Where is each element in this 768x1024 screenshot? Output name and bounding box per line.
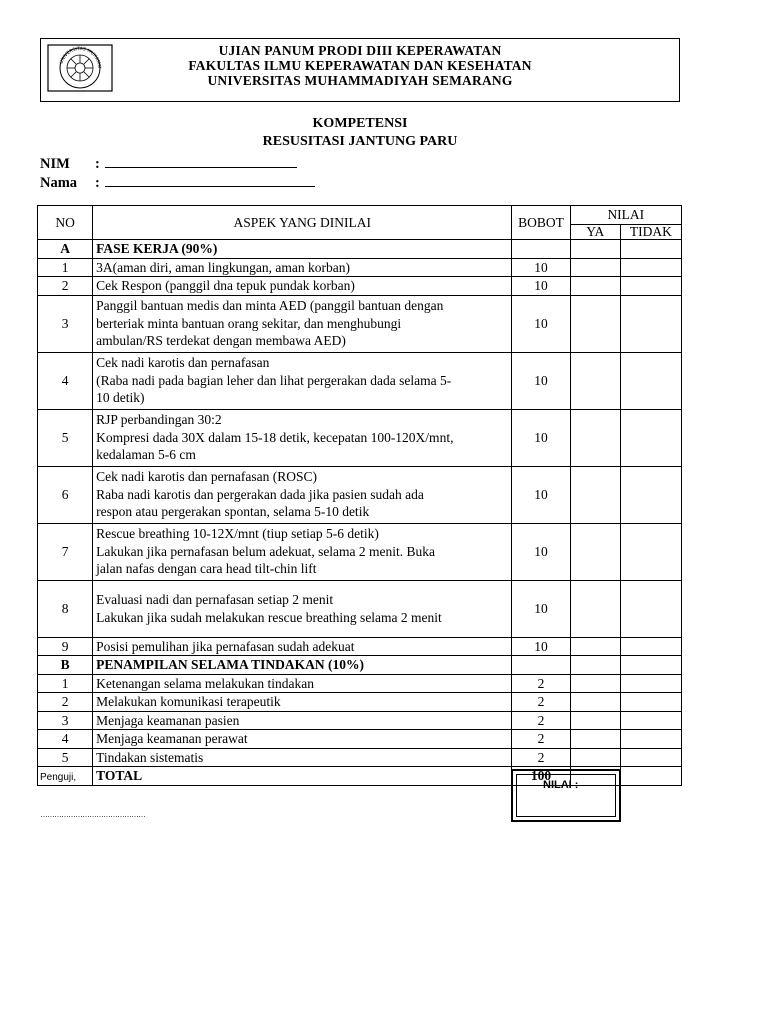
aspect-line: Kompresi dada 30X dalam 15-18 detik, kecepatan 100-120X/mnt, [96, 429, 454, 445]
bobot-cell: 10 [512, 352, 570, 409]
nim-field [40, 155, 297, 173]
table-row [38, 352, 682, 409]
bobot-cell: 10 [512, 295, 570, 352]
aspect-cell [93, 295, 512, 352]
aspect-cell [93, 748, 512, 767]
aspect-cell [93, 693, 512, 712]
ya-cell[interactable] [570, 748, 620, 767]
aspect-line: Panggil bantuan medis dan minta AED (panggil bantuan dengan [96, 298, 444, 314]
header-nilai: NILAI [570, 206, 681, 225]
bobot-cell: 10 [512, 637, 570, 656]
letterhead-box [40, 38, 680, 102]
section-row [38, 656, 682, 675]
tidak-cell[interactable] [620, 240, 681, 259]
aspect-line: berteriak minta bantuan orang sekitar, dan menghubungi [96, 315, 402, 331]
header-aspect: ASPEK YANG DINILAI [93, 206, 512, 240]
aspect-line: 10 detik) [96, 390, 145, 406]
header-no: NO [38, 206, 93, 240]
bobot-cell: 2 [512, 748, 570, 767]
ya-cell[interactable] [570, 637, 620, 656]
table-row [38, 277, 682, 296]
nama-field [40, 174, 315, 192]
aspect-line: (Raba nadi pada bagian leher dan lihat pergerakan dada selama 5- [96, 372, 452, 388]
row-number: 9 [38, 637, 93, 656]
bobot-cell: 2 [512, 693, 570, 712]
table-row [38, 674, 682, 693]
tidak-cell[interactable] [620, 730, 681, 749]
tidak-cell[interactable] [620, 674, 681, 693]
tidak-cell[interactable] [620, 711, 681, 730]
section-title: FASE KERJA (90%) [93, 240, 512, 259]
section-row [38, 240, 682, 259]
table-row [38, 711, 682, 730]
ya-cell[interactable] [570, 656, 620, 675]
aspect-line: Cek nadi karotis dan pernafasan [96, 355, 270, 371]
aspect-line: Tindakan sistematis [96, 749, 204, 765]
tidak-cell[interactable] [620, 748, 681, 767]
nim-label: NIM [40, 156, 70, 172]
nama-colon: : [95, 175, 100, 191]
section-title: PENAMPILAN SELAMA TINDAKAN (10%) [93, 656, 512, 675]
aspect-line: Cek Respon (panggil dna tepuk pundak korban) [96, 278, 355, 293]
ya-cell[interactable] [570, 352, 620, 409]
row-number: 4 [38, 730, 93, 749]
table-row [38, 258, 682, 277]
tidak-cell[interactable] [620, 277, 681, 296]
row-number: 1 [38, 674, 93, 693]
logo-arc-text: UNIVERSITAS MUHAMM [59, 46, 102, 69]
bobot-cell: 10 [512, 409, 570, 466]
row-number: 4 [38, 352, 93, 409]
nim-colon: : [95, 156, 100, 172]
institution-line-2: FAKULTAS ILMU KEPERAWATAN DAN KESEHATAN [188, 58, 532, 73]
bobot-cell: 2 [512, 711, 570, 730]
aspect-cell [93, 258, 512, 277]
aspect-line: Menjaga keamanan pasien [96, 712, 240, 728]
tidak-cell[interactable] [620, 637, 681, 656]
institution-line-3: UNIVERSITAS MUHAMMADIYAH SEMARANG [207, 73, 513, 88]
table-row [38, 693, 682, 712]
aspect-cell [93, 409, 512, 466]
header-ya: YA [570, 225, 620, 240]
nim-blank-line[interactable] [105, 155, 297, 168]
ya-cell[interactable] [570, 295, 620, 352]
aspect-cell [93, 637, 512, 656]
examiner-label: Penguji, [40, 772, 77, 783]
bobot-cell [512, 240, 570, 259]
bobot-cell: 10 [512, 277, 570, 296]
aspect-line: jalan nafas dengan cara head tilt-chin lift [96, 561, 317, 577]
university-logo-icon [46, 41, 114, 95]
aspect-cell [93, 674, 512, 693]
ya-cell[interactable] [570, 523, 620, 580]
ya-cell[interactable] [570, 277, 620, 296]
aspect-cell [93, 730, 512, 749]
bobot-cell: 10 [512, 466, 570, 523]
ya-cell[interactable] [570, 466, 620, 523]
bobot-cell: 10 [512, 523, 570, 580]
row-number: 3 [38, 295, 93, 352]
form-title-2: RESUSITASI JANTUNG PARU [262, 134, 458, 149]
score-label: NILAI : [543, 779, 579, 791]
tidak-cell[interactable] [620, 466, 681, 523]
aspect-line: Menjaga keamanan perawat [96, 731, 248, 746]
bobot-cell: 2 [512, 674, 570, 693]
signature-line[interactable]: ……………………………………… [40, 810, 145, 819]
tidak-cell[interactable] [620, 580, 681, 637]
total-label: TOTAL [93, 767, 512, 786]
ya-cell[interactable] [570, 674, 620, 693]
section-code: A [38, 240, 93, 259]
table-body [38, 240, 682, 786]
tidak-cell[interactable] [620, 767, 681, 786]
row-number: 5 [38, 748, 93, 767]
row-number: 7 [38, 523, 93, 580]
table-row [38, 523, 682, 580]
ya-cell[interactable] [570, 258, 620, 277]
aspect-cell [93, 466, 512, 523]
score-box[interactable] [511, 769, 621, 822]
table-row [38, 466, 682, 523]
row-number: 8 [38, 580, 93, 637]
bobot-cell: 10 [512, 580, 570, 637]
header-tidak: TIDAK [620, 225, 681, 240]
aspect-line: Rescue breathing 10-12X/mnt (tiup setiap 5-6 detik) [96, 526, 379, 542]
institution-line-1: UJIAN PANUM PRODI DIII KEPERAWATAN [218, 43, 502, 58]
ya-cell[interactable] [570, 409, 620, 466]
aspect-line: kedalaman 5-6 cm [96, 447, 196, 463]
table-row [38, 637, 682, 656]
nama-blank-line[interactable] [105, 174, 315, 187]
table-row [38, 409, 682, 466]
tidak-cell[interactable] [620, 656, 681, 675]
table-row [38, 730, 682, 749]
tidak-cell[interactable] [620, 352, 681, 409]
aspect-line: Raba nadi karotis dan pergerakan dada jika pasien sudah ada [96, 486, 424, 502]
form-title-1: KOMPETENSI [312, 116, 408, 131]
aspect-cell [93, 523, 512, 580]
ya-cell[interactable] [570, 580, 620, 637]
aspect-line: Evaluasi nadi dan pernafasan setiap 2 menit [96, 592, 334, 607]
row-number: 3 [38, 711, 93, 730]
table-row [38, 748, 682, 767]
aspect-cell [93, 277, 512, 296]
aspect-line: respon atau pergerakan spontan, selama 5-10 detik [96, 504, 370, 520]
header-bobot: BOBOT [512, 206, 570, 240]
letterhead-text [41, 43, 679, 88]
tidak-cell[interactable] [620, 693, 681, 712]
assessment-table [37, 205, 682, 786]
row-number: 2 [38, 277, 93, 296]
table-row [38, 580, 682, 637]
row-number: 2 [38, 693, 93, 712]
bobot-cell [512, 656, 570, 675]
aspect-cell [93, 352, 512, 409]
aspect-line: Melakukan komunikasi terapeutik [96, 694, 281, 709]
table-row [38, 295, 682, 352]
aspect-line: Lakukan jika pernafasan belum adekuat, selama 2 menit. Buka [96, 543, 436, 559]
aspect-line: Lakukan jika sudah melakukan rescue breathing selama 2 menit [96, 609, 442, 625]
aspect-line: RJP perbandingan 30:2 [96, 412, 222, 428]
ya-cell[interactable] [570, 693, 620, 712]
aspect-cell [93, 580, 512, 637]
nama-label: Nama [40, 175, 78, 191]
aspect-line: Posisi pemulihan jika pernafasan sudah adekuat [96, 638, 355, 654]
aspect-line: Ketenangan selama melakukan tindakan [96, 675, 314, 691]
row-number: 1 [38, 258, 93, 277]
row-number: 6 [38, 466, 93, 523]
aspect-line: Cek nadi karotis dan pernafasan (ROSC) [96, 469, 317, 485]
total-bobot: 100 [512, 767, 570, 786]
ya-cell[interactable] [570, 730, 620, 749]
ya-cell[interactable] [570, 240, 620, 259]
aspect-line: ambulan/RS terdekat dengan membawa AED) [96, 333, 346, 349]
section-code: B [38, 656, 93, 675]
tidak-cell[interactable] [620, 523, 681, 580]
bobot-cell: 10 [512, 258, 570, 277]
row-number: 5 [38, 409, 93, 466]
bobot-cell: 2 [512, 730, 570, 749]
tidak-cell[interactable] [620, 258, 681, 277]
tidak-cell[interactable] [620, 295, 681, 352]
ya-cell[interactable] [570, 711, 620, 730]
aspect-line: 3A(aman diri, aman lingkungan, aman korban) [96, 259, 350, 275]
aspect-cell [93, 711, 512, 730]
tidak-cell[interactable] [620, 409, 681, 466]
